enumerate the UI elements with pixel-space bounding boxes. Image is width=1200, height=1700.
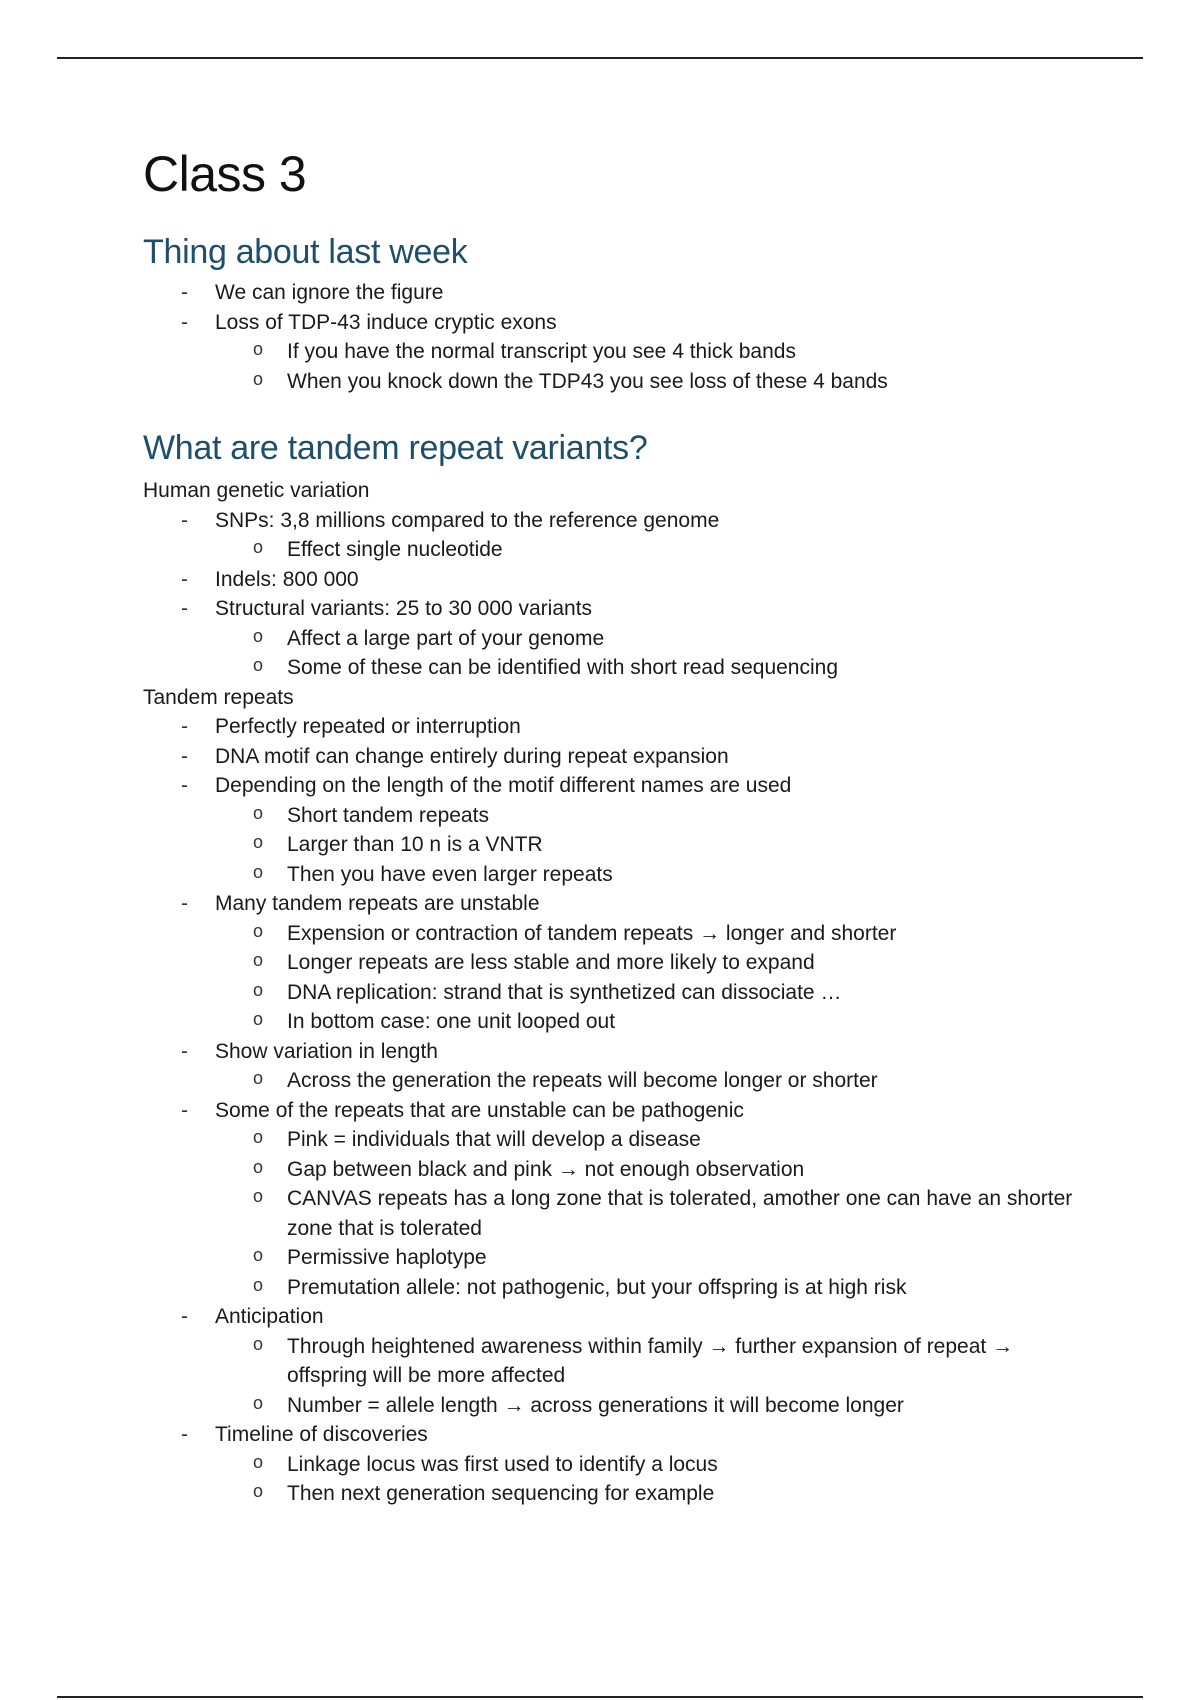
sub-list <box>215 1332 1073 1421</box>
list-item-text: - Some of the repeats that are unstable can be pathogenic <box>215 1099 744 1122</box>
list-item <box>215 771 1073 889</box>
list-item-text: - We can ignore the figure <box>215 281 443 304</box>
sub-list-item-text: o Linkage locus was first used to identify a locus <box>287 1453 718 1476</box>
list-item-text: - Indels: 800 000 <box>215 568 359 591</box>
sub-list-item <box>287 860 1073 890</box>
paragraph-human-genetic-variation: Human genetic variation <box>143 479 370 502</box>
list-item-text: - Depending on the length of the motif different names are used <box>215 774 791 797</box>
document-page <box>143 145 1073 1509</box>
sub-list-item-text: o Number = allele length → across generations it will become longer <box>287 1394 904 1417</box>
list-item-text: - DNA motif can change entirely during repeat expansion <box>215 745 729 768</box>
list-item <box>215 506 1073 565</box>
section-heading-last-week: Thing about last week <box>143 233 468 271</box>
sub-list-item <box>287 948 1073 978</box>
sub-list-item-text: o If you have the normal transcript you see 4 thick bands <box>287 340 796 363</box>
list-item <box>215 889 1073 1037</box>
sub-list-item <box>287 624 1073 654</box>
sub-list <box>215 1066 1073 1096</box>
sub-list-item-text: o Permissive haplotype <box>287 1246 487 1269</box>
sub-list-item <box>287 1391 1073 1421</box>
list-item <box>215 1420 1073 1509</box>
list-item <box>215 594 1073 683</box>
list-item <box>215 308 1073 397</box>
sub-list-item <box>287 1007 1073 1037</box>
sub-list-item <box>287 535 1073 565</box>
sub-list-item-text: o Short tandem repeats <box>287 804 489 827</box>
sub-list-item <box>287 337 1073 367</box>
sub-list-item <box>287 1450 1073 1480</box>
bottom-rule <box>57 1696 1143 1698</box>
sub-list <box>215 1450 1073 1509</box>
sub-list-item-text: o Affect a large part of your genome <box>287 627 604 650</box>
list-item-text: - Loss of TDP-43 induce cryptic exons <box>215 311 557 334</box>
sub-list-item <box>287 1184 1073 1243</box>
list-item-text: - Anticipation <box>215 1305 324 1328</box>
sub-list <box>215 1125 1073 1302</box>
sub-list-item <box>287 1243 1073 1273</box>
sub-list-item <box>287 1066 1073 1096</box>
sub-list-item-text: o Longer repeats are less stable and more likely to expand <box>287 951 815 974</box>
sub-list-item-text: o Gap between black and pink → not enough observation <box>287 1158 804 1181</box>
sub-list <box>215 535 1073 565</box>
bullet-list-last-week <box>143 278 1073 396</box>
list-item-text: - Perfectly repeated or interruption <box>215 715 521 738</box>
sub-list-item-text: o Then next generation sequencing for example <box>287 1482 714 1505</box>
sub-list-item <box>287 1479 1073 1509</box>
sub-list-item <box>287 830 1073 860</box>
sub-list-item <box>287 1125 1073 1155</box>
sub-list-item-text: o Expension or contraction of tandem repeats → longer and shorter <box>287 922 896 945</box>
list-item-text: - Timeline of discoveries <box>215 1423 428 1446</box>
sub-list-item <box>287 367 1073 397</box>
sub-list <box>215 801 1073 890</box>
sub-list-item-text: o Premutation allele: not pathogenic, but your offspring is at high risk <box>287 1276 906 1299</box>
list-item-text: - Show variation in length <box>215 1040 438 1063</box>
sub-list-item-text: o Pink = individuals that will develop a disease <box>287 1128 701 1151</box>
sub-list-item <box>287 801 1073 831</box>
sub-list-item-text: o In bottom case: one unit looped out <box>287 1010 615 1033</box>
sub-list-item-text: o Larger than 10 n is a VNTR <box>287 833 543 856</box>
sub-list-item <box>287 1273 1073 1303</box>
sub-list-item-text: o Across the generation the repeats will become longer or shorter <box>287 1069 878 1092</box>
list-item-text: - Many tandem repeats are unstable <box>215 892 540 915</box>
sub-list-item-text: o Then you have even larger repeats <box>287 863 613 886</box>
bullet-list-genetic-variation <box>143 506 1073 683</box>
sub-list-item <box>287 653 1073 683</box>
list-item <box>215 1096 1073 1303</box>
sub-list-item-text: o Through heightened awareness within family → further expansion of repeat → offspring will be more affected <box>287 1335 1013 1388</box>
sub-list-item <box>287 1332 1073 1391</box>
document-title: Class 3 <box>143 146 307 202</box>
list-item <box>215 1037 1073 1096</box>
sub-list <box>215 337 1073 396</box>
list-item-text: - Structural variants: 25 to 30 000 variants <box>215 597 592 620</box>
sub-list <box>215 624 1073 683</box>
sub-list-item <box>287 919 1073 949</box>
sub-list <box>215 919 1073 1037</box>
section-heading-tandem-repeats: What are tandem repeat variants? <box>143 429 648 467</box>
sub-list-item-text: o Some of these can be identified with short read sequencing <box>287 656 838 679</box>
list-item-text: - SNPs: 3,8 millions compared to the reference genome <box>215 509 719 532</box>
sub-list-item <box>287 978 1073 1008</box>
sub-list-item-text: o When you knock down the TDP43 you see loss of these 4 bands <box>287 370 888 393</box>
list-item <box>215 712 1073 742</box>
paragraph-tandem-repeats: Tandem repeats <box>143 685 294 709</box>
list-item <box>215 278 1073 308</box>
list-item <box>215 565 1073 595</box>
sub-list-item-text: o DNA replication: strand that is synthetized can dissociate … <box>287 981 841 1004</box>
list-item <box>215 742 1073 772</box>
list-item <box>215 1302 1073 1420</box>
sub-list-item-text: o Effect single nucleotide <box>287 538 503 561</box>
sub-list-item <box>287 1155 1073 1185</box>
bullet-list-tandem-repeats <box>143 712 1073 1509</box>
sub-list-item-text: o CANVAS repeats has a long zone that is tolerated, amother one can have an shorter zone that is tolerated <box>287 1187 1072 1240</box>
top-rule <box>57 57 1143 59</box>
